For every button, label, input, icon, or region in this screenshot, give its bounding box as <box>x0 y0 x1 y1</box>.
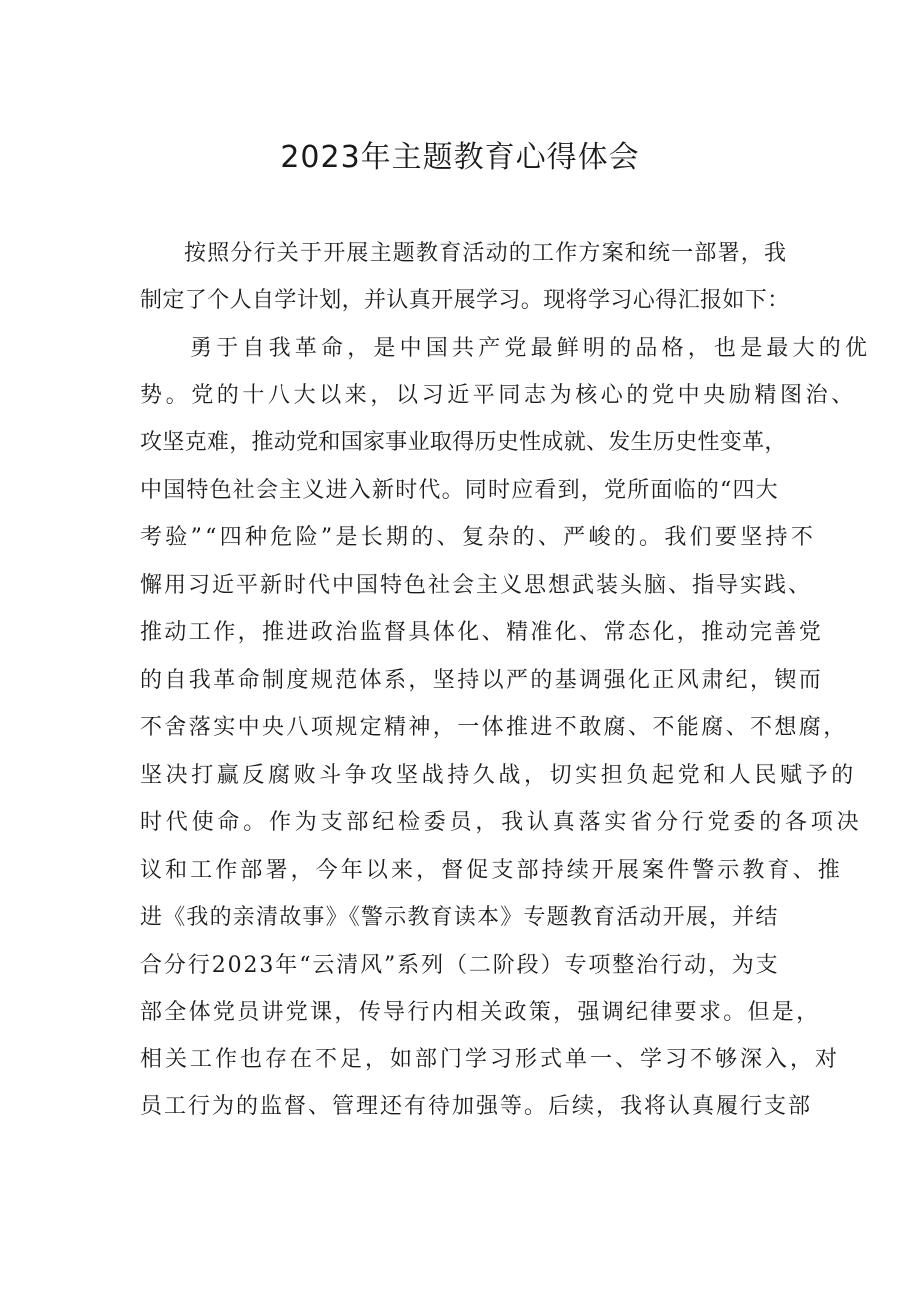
paragraph-line: 部全体党员讲党课，传导行内相关政策，强调纪律要求。但是， <box>140 1000 821 1025</box>
paragraph-line: 勇于自我革命，是中国共产党最鲜明的品格，也是最大的优 <box>190 336 872 361</box>
paragraph-line: 议和工作部署，今年以来，督促支部持续开展案件警示教育、推 <box>140 858 843 883</box>
paragraph-line: 推动工作，推进政治监督具体化、精准化、常态化，推动完善党 <box>140 620 824 645</box>
paragraph-line: 进《我的亲清故事》《警示教育读本》专题教育活动开展，并结 <box>140 905 779 930</box>
paragraph-line: 不舍落实中央八项规定精神，一体推进不敢腐、不能腐、不想腐， <box>140 715 848 740</box>
paragraph-line: 时代使命。作为支部纪检委员，我认真落实省分行党委的各项决 <box>140 810 863 835</box>
paragraph-line: 考验”“四种危险”是长期的、复杂的、严峻的。我们要坚持不 <box>140 525 817 550</box>
document-title: 2023年主题教育心得体会 <box>280 140 640 175</box>
paragraph-line: 按照分行关于开展主题教育活动的工作方案和统一部署，我 <box>184 241 788 266</box>
paragraph-line: 中国特色社会主义进入新时代。同时应看到，党所面临的“四大 <box>140 478 779 503</box>
paragraph-line: 懈用习近平新时代中国特色社会主义思想武装头脑、指导实践、 <box>140 573 813 598</box>
paragraph-line: 制定了个人自学计划，并认真开展学习。现将学习心得汇报如下： <box>140 288 790 313</box>
paragraph-line: 的自我革命制度规范体系，坚持以严的基调强化正风肃纪，锲而 <box>140 668 824 693</box>
paragraph-line: 坚决打赢反腐败斗争攻坚战持久战，切实担负起党和人民赋予的 <box>140 763 857 788</box>
paragraph-line: 员工行为的监督、管理还有待加强等。后续，我将认真履行支部 <box>140 1094 813 1119</box>
paragraph-line: 合分行2023年“云清风”系列（二阶段）专项整治行动，为支 <box>140 953 780 978</box>
paragraph-line: 势。党的十八大以来，以习近平同志为核心的党中央励精图治、 <box>140 383 857 408</box>
paragraph-line: 相关工作也存在不足，如部门学习形式单一、学习不够深入，对 <box>140 1047 841 1072</box>
paragraph-line: 攻坚克难，推动党和国家事业取得历史性成就、发生历史性变革， <box>140 430 787 455</box>
